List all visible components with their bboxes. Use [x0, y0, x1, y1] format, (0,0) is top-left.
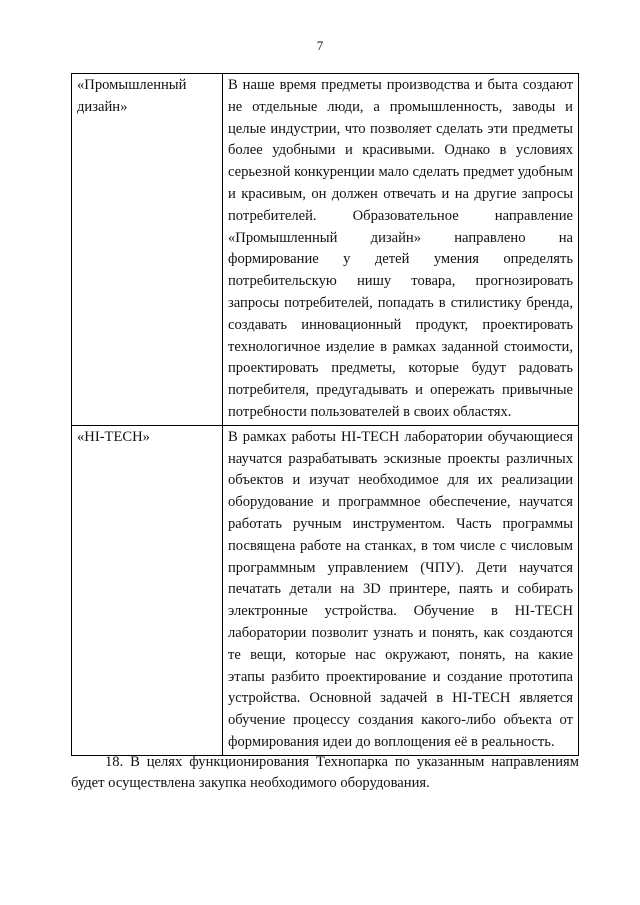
table-row [72, 74, 579, 426]
page-number: 7 [316, 38, 324, 53]
direction-name-cell: «Промышленный дизайн» [72, 74, 223, 426]
direction-name-cell: «HI-TECH» [72, 425, 223, 755]
direction-description-cell: В рамках работы HI-TECH лаборатории обучающиеся научатся разрабатывать эскизные проекты различных объектов и изучат необходимое для их реализации оборудование и программное обеспечение, научатся работать ручным инструментом. Часть программы посвящена работе на станках, в том числе с числовым программным управлением (ЧПУ). Дети научатся печатать детали на 3D принтере, паять и собирать электронные устройства. Обучение в HI-TECH лаборатории позволит узнать и понять, как создаются те вещи, которые нас окружают, понять, на какие этапы разбито проектирование и создание прототипа устройства. Основной задачей в HI-TECH является обучение процессу создания какого-либо объекта от формирования идеи до воплощения её в реальность. [223, 425, 579, 755]
closing-paragraph: 18. В целях функционирования Технопарка по указанным направлениям будет осуществлена закупка необходимого оборудования. [71, 753, 579, 792]
directions-table [71, 73, 579, 756]
direction-description-cell: В наше время предметы производства и быта создают не отдельные люди, а промышленность, заводы и целые индустрии, что позволяет сделать эти предметы более удобными и красивыми. Однако в условиях серьезной конкуренции мало сделать предмет удобным и красивым, он должен отвечать и на другие запросы потребителей. Образовательное направление «Промышленный дизайн» направлено на формирование у детей умения определять потребительскую нишу товара, прогнозировать запросы потребителей, попадать в стилистику бренда, создавать инновационный продукт, проектировать технологичное изделие в рамках заданной стоимости, проектировать предметы, которые будут радовать потребителя, предугадывать и опережать привычные потребности пользователей в своих областях. [223, 74, 579, 426]
table-row [72, 425, 579, 755]
